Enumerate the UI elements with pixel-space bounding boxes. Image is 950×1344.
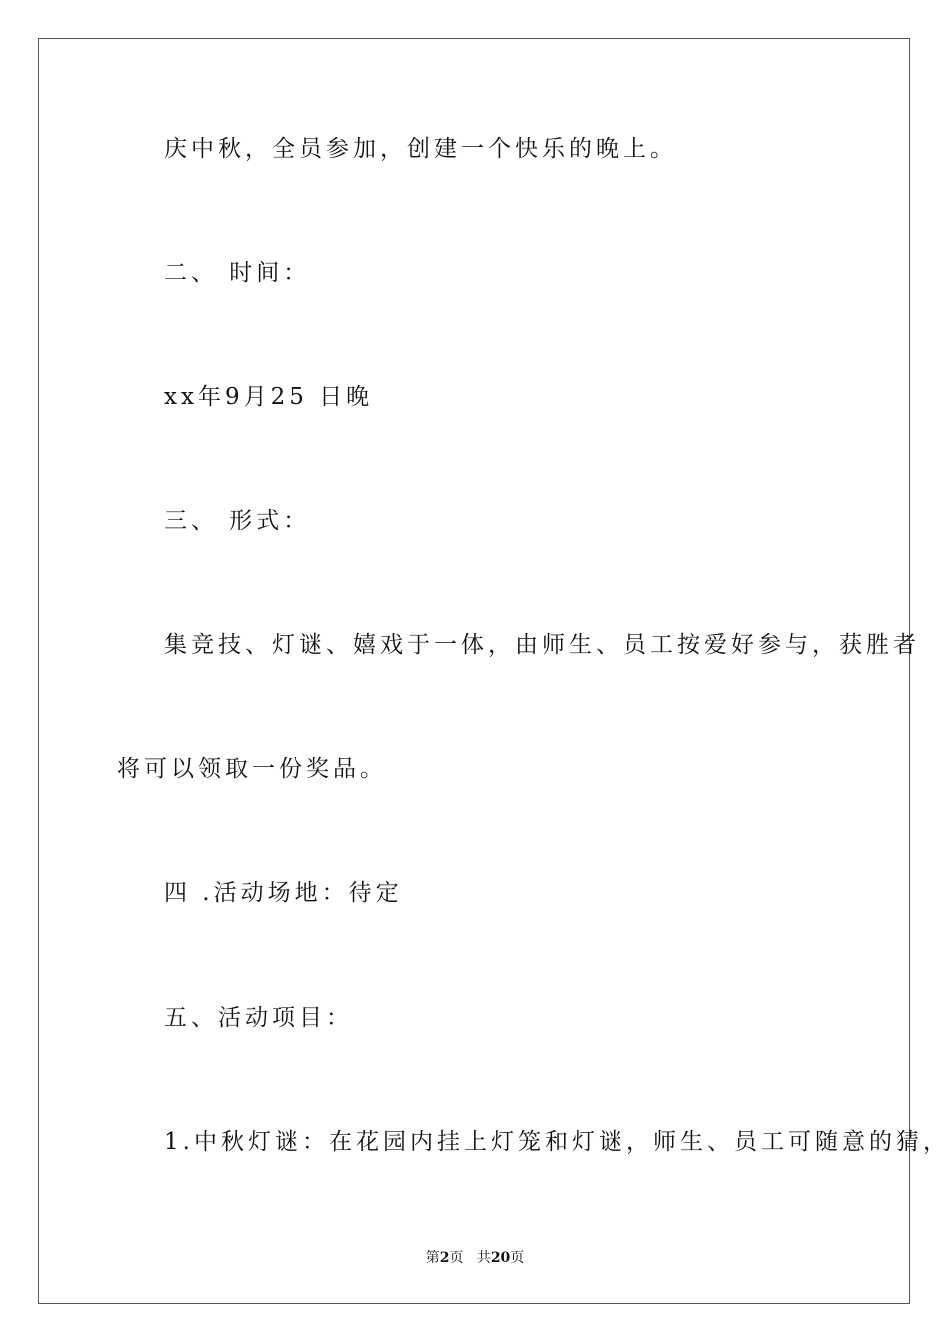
- section-heading-venue: 四 .活动场地：待定: [164, 880, 403, 906]
- paragraph-line: xx年9月25 日晚: [164, 384, 374, 410]
- paragraph-line: 庆中秋，全员参加，创建一个快乐的晚上。: [164, 136, 677, 162]
- section-heading-time: 二、 时间：: [164, 260, 311, 286]
- footer-total-pages: 20: [490, 1250, 511, 1266]
- paragraph-line: 1.中秋灯谜：在花园内挂上灯笼和灯谜，师生、员工可随意的猜，: [164, 1129, 950, 1155]
- section-heading-form: 三、 形式：: [164, 508, 311, 534]
- footer-page-suffix: 页: [449, 1250, 464, 1266]
- page-footer: [0, 1247, 950, 1267]
- section-heading-items: 五、活动项目：: [164, 1005, 353, 1031]
- paragraph-line-continuation: 将可以领取一份奖品。: [117, 756, 387, 782]
- paragraph-line: 集竞技、灯谜、嬉戏于一体，由师生、员工按爱好参与，获胜者: [164, 632, 920, 658]
- footer-total-prefix: 共: [476, 1250, 491, 1266]
- footer-page-prefix: 第: [425, 1250, 440, 1266]
- footer-page-number: 2: [439, 1250, 450, 1266]
- page-border: [38, 38, 910, 1304]
- footer-total-suffix: 页: [510, 1250, 525, 1266]
